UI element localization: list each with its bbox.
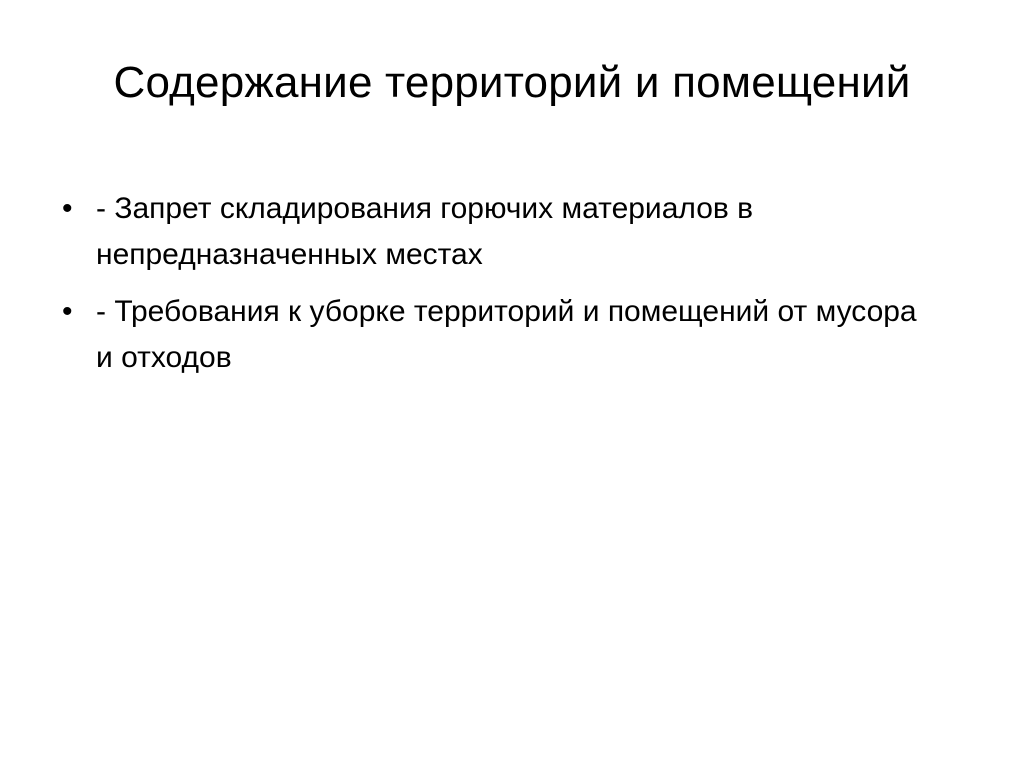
bullet-list — [56, 186, 956, 392]
list-item — [56, 186, 956, 277]
page-title: Содержание территорий и помещений — [113, 58, 911, 108]
bullet-dot-icon: • — [62, 295, 73, 329]
bullet-dot-icon: • — [62, 192, 73, 225]
list-item — [56, 289, 956, 380]
list-item-label: - Запрет складирования горючих материалов в непредназначенных местах — [96, 192, 754, 271]
list-item-label: - Требования к уборке территорий и помещений от мусора и отходов — [96, 295, 917, 374]
